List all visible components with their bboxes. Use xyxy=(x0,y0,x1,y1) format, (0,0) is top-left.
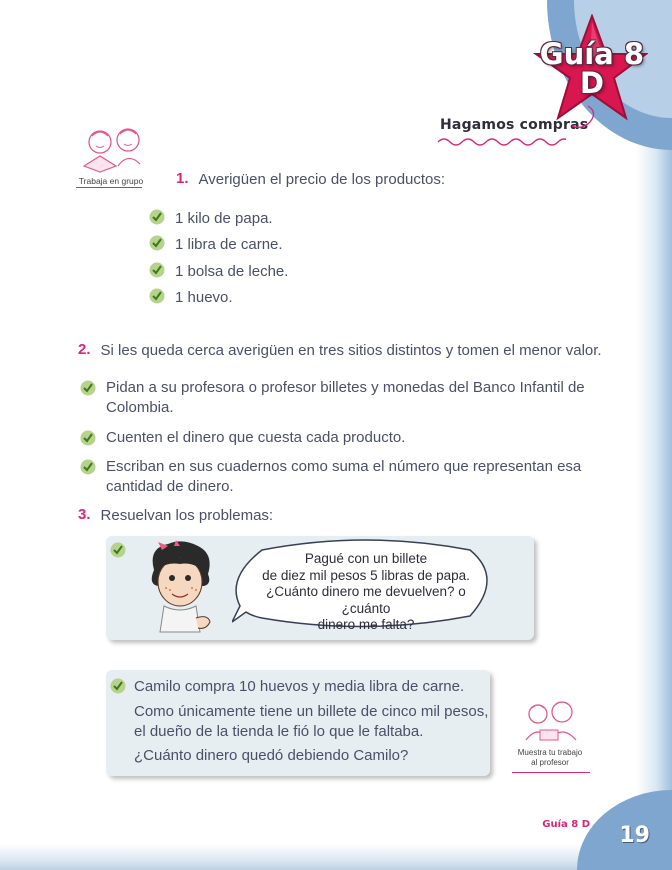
check-icon xyxy=(110,678,126,694)
speech-line: ¿Cuánto dinero me devuelven? o ¿cuánto xyxy=(266,584,466,616)
q2-bullet-line: Cuenten el dinero que cuesta cada producto. xyxy=(106,429,406,446)
show-work-caption xyxy=(512,748,588,768)
group-caption-underline xyxy=(76,187,142,188)
question-3-number: 3. xyxy=(78,506,91,523)
page-number: 19 xyxy=(619,823,650,848)
girl-character-icon xyxy=(146,540,216,634)
check-icon xyxy=(149,262,165,278)
footer-guide-label: Guía 8 D xyxy=(542,819,590,830)
question-3-text: Resuelvan los problemas: xyxy=(100,507,274,524)
check-icon xyxy=(80,459,96,475)
speech-line: Pagué con un billete xyxy=(304,551,428,566)
group-work-icon xyxy=(78,126,150,176)
show-work-caption-line: al profesor xyxy=(531,758,569,767)
question-1-text: Averigüen el precio de los productos: xyxy=(198,171,446,188)
title-underline-wave xyxy=(436,132,566,156)
list-item xyxy=(149,235,283,254)
question-1 xyxy=(176,170,445,189)
q1-item-text: 1 libra de carne. xyxy=(175,236,283,253)
question-3 xyxy=(78,506,273,525)
check-icon xyxy=(149,235,165,251)
q2-bullet-line: Pidan a su profesora o profesor billetes y monedas del Banco Infantil de xyxy=(106,379,585,396)
q1-item-text: 1 kilo de papa. xyxy=(175,210,273,227)
guide-badge-line1: Guía 8 xyxy=(539,37,644,71)
q2-bullet-line: cantidad de dinero. xyxy=(106,478,234,495)
question-1-number: 1. xyxy=(176,170,189,187)
show-work-underline xyxy=(512,772,590,773)
q1-item-text: 1 bolsa de leche. xyxy=(175,263,289,280)
question-2-text: Si les queda cerca averigüen en tres sitios distintos y tomen el menor valor. xyxy=(100,342,602,359)
question-2-number: 2. xyxy=(78,341,91,358)
check-icon xyxy=(149,288,165,304)
q2-bullet-line: Escriban en sus cuadernos como suma el número que representan esa xyxy=(106,458,582,475)
check-icon xyxy=(110,542,126,558)
guide-badge xyxy=(539,37,644,100)
show-work-icon xyxy=(520,700,580,746)
problem-2-line: el dueño de la tienda le fió lo que le faltaba. xyxy=(134,723,424,740)
guide-badge-line2: D xyxy=(579,66,604,100)
section-title: Hagamos compras xyxy=(440,117,589,133)
show-work-caption-line: Muestra tu trabajo xyxy=(517,748,583,757)
check-icon xyxy=(149,209,165,225)
group-work-caption: Trabaja en grupo xyxy=(78,176,144,186)
problem-2-line: Como únicamente tiene un billete de cinco mil pesos, xyxy=(134,703,489,720)
problem-2-line: Camilo compra 10 huevos y media libra de carne. xyxy=(134,678,465,695)
q1-item-text: 1 huevo. xyxy=(175,289,233,306)
q2-bullet-line: Colombia. xyxy=(106,399,174,416)
check-icon xyxy=(80,380,96,396)
title-swirl-icon xyxy=(570,102,610,142)
speech-line: de diez mil pesos 5 libras de papa. xyxy=(262,567,470,583)
problem-2-line: ¿Cuánto dinero quedó debiendo Camilo? xyxy=(134,747,409,764)
list-item xyxy=(149,262,288,281)
check-icon xyxy=(80,430,96,446)
speech-line: dinero me falta? xyxy=(317,617,415,632)
list-item xyxy=(149,288,233,307)
bottom-edge-decoration xyxy=(0,844,672,870)
question-2 xyxy=(78,341,602,360)
speech-bubble-text xyxy=(240,551,492,634)
list-item xyxy=(149,209,273,228)
